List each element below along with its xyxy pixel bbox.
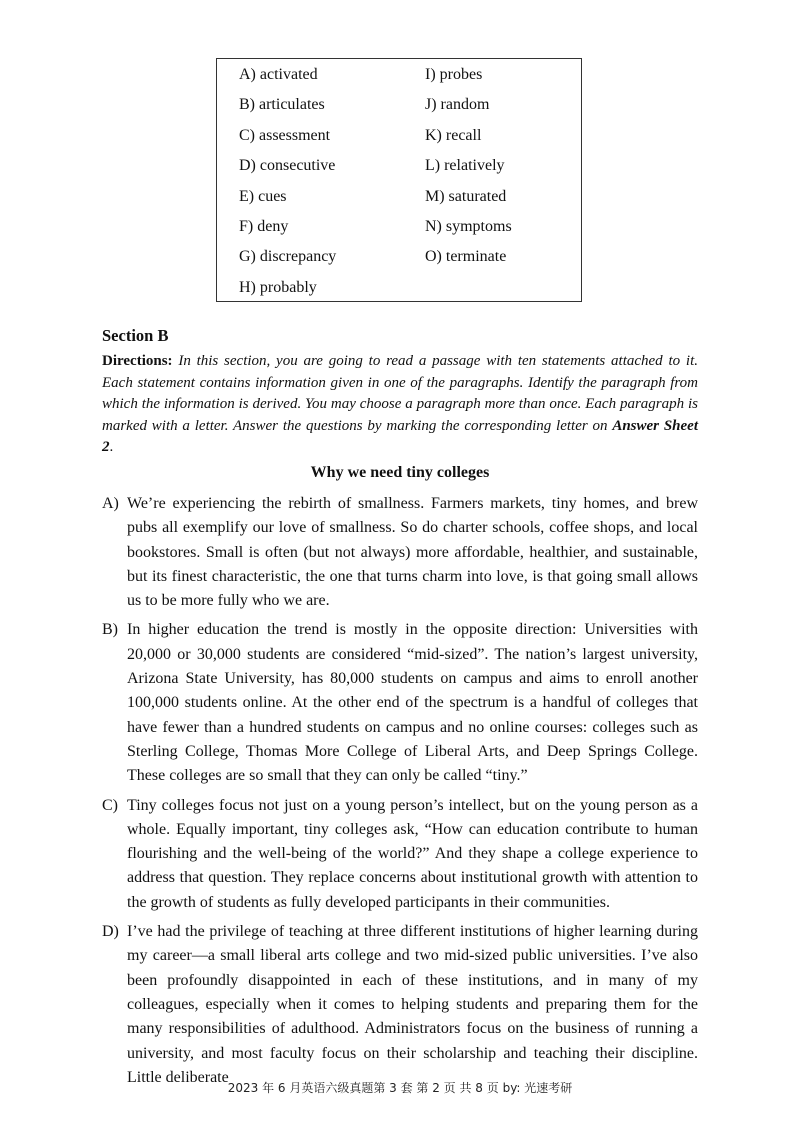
word-option: G) discrepancy xyxy=(239,248,337,266)
word-option: F) deny xyxy=(239,217,289,235)
paragraph-label: D) xyxy=(102,923,119,941)
paragraph-a xyxy=(102,492,698,613)
word-option: H) probably xyxy=(239,278,317,296)
word-bank-left-column xyxy=(239,65,336,308)
paragraph-text: Tiny colleges focus not just on a young person’s intellect, but on the young person as a whole. Equally important, tiny colleges ask, “How can education contribute to human flourishing and the well-being of the world?” And they shape a college experience to address that question. They replace concerns about institutional growth with attention to the growth of students as fully developed participants in their communities. xyxy=(127,796,698,911)
word-option: D) consecutive xyxy=(239,157,336,175)
paragraph-text: In higher education the trend is mostly in the opposite direction: Universities with 20,000 or 30,000 students are considered “mid-sized”. The nation’s largest university, Arizona State University, has 80,000 students on campus and aims to enroll another 100,000 students online. At the other end of the spectrum is a handful of colleges that have fewer than a hundred students on campus and no online courses: colleges such as Sterling College, Thomas More College of Liberal Arts, and Deep Springs College. These colleges are so small that they can only be called “tiny.” xyxy=(127,621,698,785)
page-footer: 2023 年 6 月英语六级真题第 3 套 第 2 页 共 8 页 by: 光速考研 xyxy=(227,1081,573,1095)
word-option: K) recall xyxy=(425,126,482,144)
directions-text: In this section, you are going to read a passage with ten statements attached to it. Each statement contains information given in one of the paragraphs. Identify the paragraph from which the information is derived. You may choose a paragraph more than once. Each paragraph is marked with a letter. Answer the questions by marking the corresponding letter on xyxy=(102,353,698,434)
directions-period: . xyxy=(109,439,114,455)
word-option: A) activated xyxy=(239,66,318,83)
paragraph-d xyxy=(102,920,698,1090)
word-bank-box xyxy=(216,58,582,302)
word-option: I) probes xyxy=(425,66,483,83)
answer-sheet-ref: Answer Sheet 2 xyxy=(102,417,698,455)
paragraph-label: A) xyxy=(102,495,119,512)
word-option: M) saturated xyxy=(425,187,507,205)
paragraph-label: B) xyxy=(102,621,118,639)
word-bank-right-column xyxy=(425,65,512,278)
passage-title: Why we need tiny colleges xyxy=(310,464,490,481)
directions-label: Directions: xyxy=(102,353,173,369)
passage-body xyxy=(102,492,698,1095)
paragraph-b xyxy=(102,618,698,788)
word-option: J) random xyxy=(425,96,490,114)
paragraph-label: C) xyxy=(102,796,118,814)
word-option: O) terminate xyxy=(425,248,507,266)
paragraph-text: I’ve had the privilege of teaching at three different institutions of higher learning during my career—a small liberal arts college and two mid-sized public universities. I’ve also been profoundly disappointed in each of these institutions, and in many of my colleagues, especially when it comes to helping students and preparing them for the many responsibilities of adulthood. Administrators focus on the business of running a university, and most faculty focus on their scholarship and teaching their discipline. Little deliberate xyxy=(127,923,698,1086)
word-option: E) cues xyxy=(239,187,287,205)
word-option: L) relatively xyxy=(425,157,505,175)
word-option: C) assessment xyxy=(239,126,331,144)
word-option: B) articulates xyxy=(239,96,325,114)
paragraph-text: We’re experiencing the rebirth of smallness. Farmers markets, tiny homes, and brew pubs all exemplify our love of smallness. So do charter schools, coffee shops, and local bookstores. Small is often (but not always) more affordable, healthier, and sustainable, but its finest characteristic, the one that turns charm into love, is that going small allows us to be more fully who we are. xyxy=(127,495,698,610)
directions-paragraph xyxy=(102,351,698,459)
paragraph-c xyxy=(102,794,698,915)
section-title: Section B xyxy=(102,326,169,345)
word-option: N) symptoms xyxy=(425,217,512,235)
